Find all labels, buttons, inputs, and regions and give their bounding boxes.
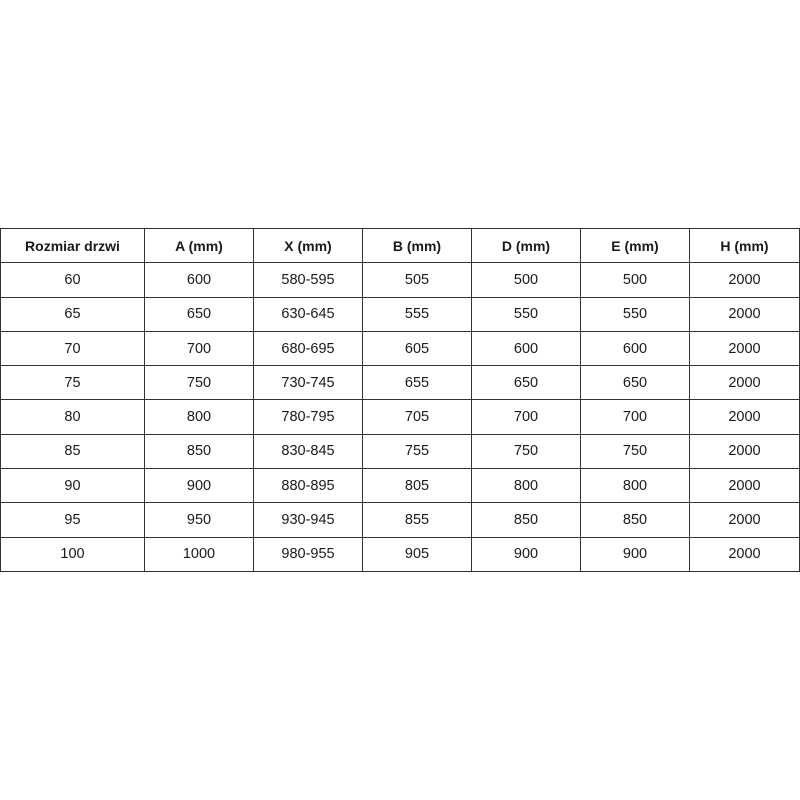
cell-x-mm: 630-645 [254,297,363,331]
table-body [1,263,800,572]
cell-x-mm: 880-895 [254,469,363,503]
cell-x-mm: 930-945 [254,503,363,537]
cell-e-mm: 500 [581,263,690,297]
cell-h-mm: 2000 [690,331,800,365]
cell-door-size: 75 [1,366,145,400]
cell-d-mm: 650 [472,366,581,400]
table-row [1,297,800,331]
cell-door-size: 85 [1,434,145,468]
cell-x-mm: 680-695 [254,331,363,365]
cell-d-mm: 700 [472,400,581,434]
cell-d-mm: 850 [472,503,581,537]
cell-a-mm: 850 [145,434,254,468]
cell-b-mm: 555 [363,297,472,331]
cell-h-mm: 2000 [690,263,800,297]
cell-e-mm: 700 [581,400,690,434]
cell-a-mm: 750 [145,366,254,400]
cell-e-mm: 550 [581,297,690,331]
cell-b-mm: 805 [363,469,472,503]
cell-e-mm: 750 [581,434,690,468]
cell-b-mm: 855 [363,503,472,537]
cell-b-mm: 655 [363,366,472,400]
cell-h-mm: 2000 [690,434,800,468]
cell-door-size: 90 [1,469,145,503]
header-h-mm: H (mm) [690,229,800,263]
cell-d-mm: 900 [472,537,581,571]
cell-x-mm: 580-595 [254,263,363,297]
cell-a-mm: 1000 [145,537,254,571]
cell-d-mm: 550 [472,297,581,331]
table-row [1,503,800,537]
cell-b-mm: 755 [363,434,472,468]
cell-d-mm: 800 [472,469,581,503]
cell-h-mm: 2000 [690,400,800,434]
header-d-mm: D (mm) [472,229,581,263]
cell-a-mm: 900 [145,469,254,503]
header-door-size: Rozmiar drzwi [1,229,145,263]
cell-door-size: 80 [1,400,145,434]
cell-d-mm: 600 [472,331,581,365]
cell-b-mm: 905 [363,537,472,571]
cell-door-size: 100 [1,537,145,571]
cell-a-mm: 600 [145,263,254,297]
cell-x-mm: 730-745 [254,366,363,400]
cell-d-mm: 750 [472,434,581,468]
cell-b-mm: 705 [363,400,472,434]
table-header-row [1,229,800,263]
cell-d-mm: 500 [472,263,581,297]
cell-door-size: 65 [1,297,145,331]
cell-b-mm: 605 [363,331,472,365]
cell-h-mm: 2000 [690,537,800,571]
cell-e-mm: 600 [581,331,690,365]
cell-e-mm: 650 [581,366,690,400]
cell-a-mm: 800 [145,400,254,434]
cell-door-size: 70 [1,331,145,365]
cell-x-mm: 980-955 [254,537,363,571]
header-e-mm: E (mm) [581,229,690,263]
cell-a-mm: 700 [145,331,254,365]
cell-h-mm: 2000 [690,469,800,503]
cell-h-mm: 2000 [690,297,800,331]
table-row [1,469,800,503]
cell-door-size: 60 [1,263,145,297]
cell-door-size: 95 [1,503,145,537]
cell-a-mm: 650 [145,297,254,331]
table-row [1,366,800,400]
header-x-mm: X (mm) [254,229,363,263]
cell-x-mm: 830-845 [254,434,363,468]
table-row [1,263,800,297]
cell-a-mm: 950 [145,503,254,537]
table-row [1,400,800,434]
header-a-mm: A (mm) [145,229,254,263]
cell-e-mm: 800 [581,469,690,503]
cell-x-mm: 780-795 [254,400,363,434]
cell-e-mm: 900 [581,537,690,571]
table-row [1,331,800,365]
header-b-mm: B (mm) [363,229,472,263]
cell-e-mm: 850 [581,503,690,537]
table-row [1,537,800,571]
door-size-table [0,228,800,572]
table-row [1,434,800,468]
cell-h-mm: 2000 [690,503,800,537]
cell-h-mm: 2000 [690,366,800,400]
cell-b-mm: 505 [363,263,472,297]
